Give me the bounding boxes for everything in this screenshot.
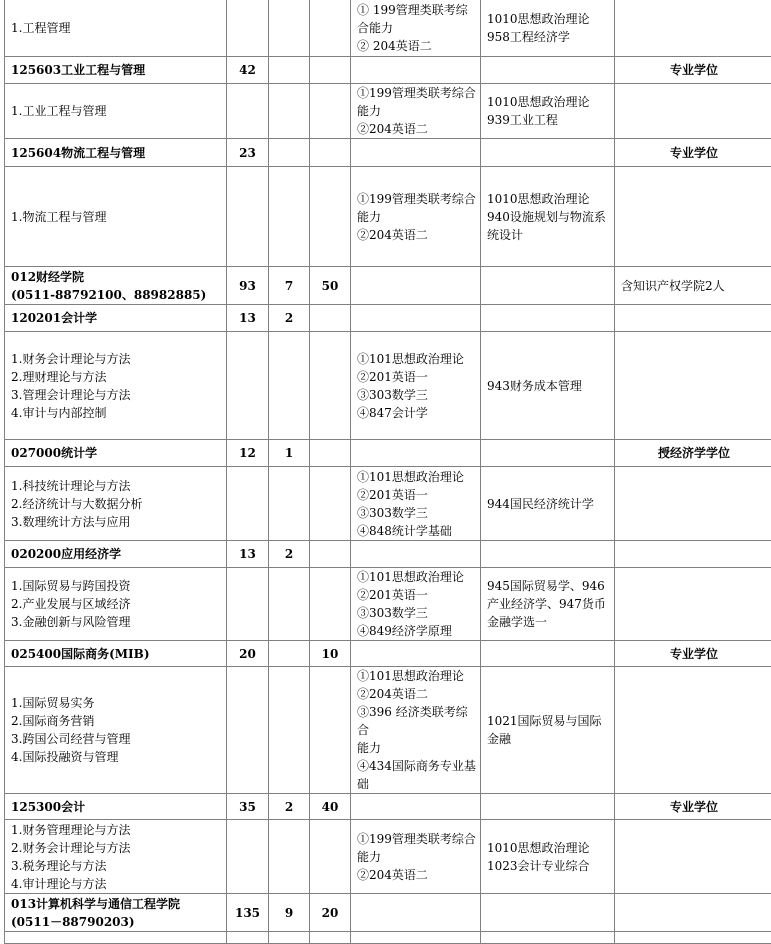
retest-subject-line: 1010思想政治理论 — [487, 93, 610, 111]
exam-subjects-cell — [351, 267, 481, 305]
exam-subject-line: ④847会计学 — [357, 404, 476, 422]
part-time-cell — [310, 57, 351, 84]
retest-subject-line: 金融学选一 — [487, 613, 610, 631]
exam-exempt-cell — [269, 0, 310, 57]
remarks-cell: 专业学位 — [615, 57, 771, 84]
major-row — [5, 139, 771, 167]
exam-subject-line: ③303数学三 — [357, 504, 476, 522]
retest-subject-line: 1021国际贸易与国际 — [487, 712, 610, 730]
major-title: 020200应用经济学 — [11, 545, 222, 563]
remarks-cell — [615, 820, 771, 894]
exam-exempt-cell — [269, 820, 310, 894]
remarks-cell: 专业学位 — [615, 641, 771, 667]
remarks-cell: 专业学位 — [615, 139, 771, 167]
exam-subject-line: ②204英语二 — [357, 866, 476, 884]
research-directions-cell — [5, 84, 227, 139]
major-title: 012财经学院 — [11, 268, 222, 286]
remarks-cell — [615, 894, 771, 932]
major-title: 125604物流工程与管理 — [11, 144, 222, 162]
part-time-cell — [310, 820, 351, 894]
enrollment-total-cell — [227, 820, 269, 894]
exam-subjects-cell — [351, 57, 481, 84]
part-time-cell — [310, 332, 351, 440]
research-directions-cell — [5, 820, 227, 894]
major-name-cell — [5, 794, 227, 820]
retest-subject-line: 1023会计专业综合 — [487, 857, 610, 875]
research-directions-cell — [5, 167, 227, 267]
major-row — [5, 641, 771, 667]
remarks-cell — [615, 332, 771, 440]
enrollment-total-cell — [227, 167, 269, 267]
part-time-cell — [310, 932, 351, 944]
direction-row — [5, 84, 771, 139]
part-time-cell — [310, 667, 351, 794]
research-direction-line: 2.经济统计与大数据分析 — [11, 495, 222, 513]
enrollment-total-cell: 135 — [227, 894, 269, 932]
exam-subject-line: ②201英语一 — [357, 368, 476, 386]
exam-subject-line: ④849经济学原理 — [357, 622, 476, 640]
retest-subjects-cell — [481, 568, 615, 641]
exam-exempt-cell — [269, 932, 310, 944]
exam-subject-line: 合能力 — [357, 19, 476, 37]
exam-subjects-cell — [351, 0, 481, 57]
exam-exempt-cell: 2 — [269, 305, 310, 332]
retest-subject-line: 1010思想政治理论 — [487, 839, 610, 857]
major-row — [5, 894, 771, 932]
exam-subject-line: ②204英语二 — [357, 226, 476, 244]
research-directions-cell — [5, 568, 227, 641]
exam-subject-line: ①101思想政治理论 — [357, 350, 476, 368]
retest-subject-line: 943财务成本管理 — [487, 377, 610, 395]
exam-subject-line: ①199管理类联考综合 — [357, 830, 476, 848]
major-row — [5, 57, 771, 84]
enrollment-total-cell — [227, 84, 269, 139]
exam-subjects-cell — [351, 84, 481, 139]
exam-subjects-cell — [351, 305, 481, 332]
exam-subject-line: ①199管理类联考综合 — [357, 84, 476, 102]
exam-subjects-cell — [351, 667, 481, 794]
exam-subject-line: ④434国际商务专业基 — [357, 757, 476, 775]
remarks-cell — [615, 568, 771, 641]
major-title: 125603工业工程与管理 — [11, 61, 222, 79]
enrollment-total-cell — [227, 667, 269, 794]
exam-subjects-cell — [351, 820, 481, 894]
major-title: 027000统计学 — [11, 444, 222, 462]
part-time-cell — [310, 440, 351, 467]
exam-subject-line: ③303数学三 — [357, 386, 476, 404]
retest-subject-line: 958工程经济学 — [487, 28, 610, 46]
exam-exempt-cell — [269, 332, 310, 440]
part-time-cell: 20 — [310, 894, 351, 932]
direction-row — [5, 932, 771, 944]
exam-subjects-cell — [351, 932, 481, 944]
retest-subject-line: 939工业工程 — [487, 111, 610, 129]
enrollment-total-cell — [227, 332, 269, 440]
major-name-cell — [5, 139, 227, 167]
exam-subjects-cell — [351, 332, 481, 440]
part-time-cell: 50 — [310, 267, 351, 305]
enrollment-total-cell: 13 — [227, 305, 269, 332]
retest-subjects-cell — [481, 139, 615, 167]
exam-exempt-cell — [269, 57, 310, 84]
part-time-cell: 40 — [310, 794, 351, 820]
exam-exempt-cell — [269, 84, 310, 139]
retest-subjects-cell — [481, 0, 615, 57]
retest-subject-line: 统设计 — [487, 226, 610, 244]
exam-exempt-cell: 7 — [269, 267, 310, 305]
major-row — [5, 440, 771, 467]
retest-subjects-cell — [481, 84, 615, 139]
exam-subject-line: ② 204英语二 — [357, 37, 476, 55]
remarks-cell — [615, 467, 771, 541]
enrollment-total-cell — [227, 932, 269, 944]
exam-exempt-cell — [269, 139, 310, 167]
major-name-cell — [5, 440, 227, 467]
direction-row — [5, 167, 771, 267]
part-time-cell: 10 — [310, 641, 351, 667]
exam-subject-line: ②201英语一 — [357, 586, 476, 604]
exam-subjects-cell — [351, 467, 481, 541]
remarks-cell — [615, 167, 771, 267]
enrollment-total-cell: 42 — [227, 57, 269, 84]
exam-subject-line: ① 199管理类联考综 — [357, 1, 476, 19]
part-time-cell — [310, 0, 351, 57]
exam-subject-line: ②201英语一 — [357, 486, 476, 504]
exam-subjects-cell — [351, 541, 481, 568]
exam-subject-line: 能力 — [357, 208, 476, 226]
retest-subjects-cell — [481, 794, 615, 820]
direction-row — [5, 0, 771, 57]
remarks-cell — [615, 0, 771, 57]
exam-subjects-cell — [351, 641, 481, 667]
enrollment-total-cell — [227, 0, 269, 57]
exam-subject-line: 能力 — [357, 848, 476, 866]
research-direction-line: 1.物流工程与管理 — [11, 208, 222, 226]
retest-subject-line: 1010思想政治理论 — [487, 10, 610, 28]
exam-subject-line: ③303数学三 — [357, 604, 476, 622]
retest-subject-line: 944国民经济统计学 — [487, 495, 610, 513]
exam-subjects-cell — [351, 139, 481, 167]
exam-exempt-cell — [269, 167, 310, 267]
research-directions-cell — [5, 0, 227, 57]
exam-subjects-cell — [351, 440, 481, 467]
retest-subjects-cell — [481, 332, 615, 440]
exam-subject-line: 础 — [357, 775, 476, 793]
enrollment-total-cell — [227, 467, 269, 541]
retest-subject-line: 金融 — [487, 730, 610, 748]
major-name-cell — [5, 267, 227, 305]
exam-subject-line: 能力 — [357, 102, 476, 120]
exam-exempt-cell: 2 — [269, 794, 310, 820]
research-directions-cell — [5, 667, 227, 794]
exam-subject-line: ④848统计学基础 — [357, 522, 476, 540]
major-title: 125300会计 — [11, 798, 222, 816]
direction-row — [5, 568, 771, 641]
admission-catalog-table — [4, 0, 771, 944]
major-name-cell — [5, 641, 227, 667]
research-direction-line: 1.科技统计理论与方法 — [11, 477, 222, 495]
research-direction-line: 1.工业工程与管理 — [11, 102, 222, 120]
remarks-cell: 专业学位 — [615, 794, 771, 820]
research-direction-line: 1.工程管理 — [11, 19, 222, 37]
exam-exempt-cell: 9 — [269, 894, 310, 932]
research-direction-line: 3.金融创新与风险管理 — [11, 613, 222, 631]
enrollment-total-cell: 12 — [227, 440, 269, 467]
remarks-cell: 含知识产权学院2人 — [615, 267, 771, 305]
part-time-cell — [310, 467, 351, 541]
retest-subjects-cell — [481, 820, 615, 894]
research-directions-cell — [5, 332, 227, 440]
exam-subject-line: ②204英语二 — [357, 120, 476, 138]
major-name-cell — [5, 894, 227, 932]
enrollment-total-cell: 13 — [227, 541, 269, 568]
part-time-cell — [310, 568, 351, 641]
retest-subjects-cell — [481, 267, 615, 305]
exam-exempt-cell — [269, 667, 310, 794]
research-direction-line: 4.国际投融资与管理 — [11, 748, 222, 766]
major-title: 025400国际商务(MIB) — [11, 645, 222, 663]
part-time-cell — [310, 541, 351, 568]
exam-subjects-cell — [351, 794, 481, 820]
research-direction-line: 3.税务理论与方法 — [11, 857, 222, 875]
retest-subject-line: 产业经济学、947货币 — [487, 595, 610, 613]
enrollment-total-cell: 93 — [227, 267, 269, 305]
retest-subjects-cell — [481, 541, 615, 568]
major-phone: (0511-88792100、88982885) — [11, 286, 222, 304]
retest-subjects-cell — [481, 641, 615, 667]
retest-subjects-cell — [481, 932, 615, 944]
research-direction-line: 2.产业发展与区域经济 — [11, 595, 222, 613]
major-name-cell — [5, 541, 227, 568]
research-direction-line: 3.管理会计理论与方法 — [11, 386, 222, 404]
exam-subjects-cell — [351, 568, 481, 641]
retest-subjects-cell — [481, 440, 615, 467]
research-direction-line: 1.国际贸易实务 — [11, 694, 222, 712]
exam-exempt-cell — [269, 467, 310, 541]
major-title: 013计算机科学与通信工程学院 — [11, 895, 222, 913]
research-direction-line: 2.理财理论与方法 — [11, 368, 222, 386]
exam-exempt-cell — [269, 568, 310, 641]
exam-subject-line: ①101思想政治理论 — [357, 468, 476, 486]
exam-exempt-cell: 2 — [269, 541, 310, 568]
retest-subjects-cell — [481, 167, 615, 267]
exam-subject-line: ②204英语二 — [357, 685, 476, 703]
research-direction-line: 3.数理统计方法与应用 — [11, 513, 222, 531]
exam-exempt-cell — [269, 641, 310, 667]
retest-subjects-cell — [481, 57, 615, 84]
remarks-cell — [615, 541, 771, 568]
enrollment-total-cell: 20 — [227, 641, 269, 667]
research-direction-line: 4.审计理论与方法 — [11, 875, 222, 893]
part-time-cell — [310, 167, 351, 267]
remarks-cell — [615, 667, 771, 794]
part-time-cell — [310, 305, 351, 332]
research-directions-cell — [5, 932, 227, 944]
major-title: 120201会计学 — [11, 309, 222, 327]
retest-subject-line: 1010思想政治理论 — [487, 190, 610, 208]
research-direction-line: 1.国际贸易与跨国投资 — [11, 577, 222, 595]
retest-subjects-cell — [481, 305, 615, 332]
remarks-cell — [615, 932, 771, 944]
research-direction-line: 1.财务管理理论与方法 — [11, 821, 222, 839]
exam-subject-line: ①101思想政治理论 — [357, 667, 476, 685]
direction-row — [5, 332, 771, 440]
major-row — [5, 267, 771, 305]
enrollment-total-cell: 35 — [227, 794, 269, 820]
exam-subjects-cell — [351, 894, 481, 932]
research-direction-line: 2.国际商务营销 — [11, 712, 222, 730]
exam-subject-line: 能力 — [357, 739, 476, 757]
major-name-cell — [5, 57, 227, 84]
part-time-cell — [310, 139, 351, 167]
part-time-cell — [310, 84, 351, 139]
direction-row — [5, 667, 771, 794]
remarks-cell — [615, 84, 771, 139]
exam-subject-line: ③396 经济类联考综合 — [357, 703, 476, 739]
research-directions-cell — [5, 467, 227, 541]
major-name-cell — [5, 305, 227, 332]
major-phone: (0511－88790203) — [11, 913, 222, 931]
remarks-cell: 授经济学学位 — [615, 440, 771, 467]
exam-exempt-cell: 1 — [269, 440, 310, 467]
major-row — [5, 305, 771, 332]
retest-subjects-cell — [481, 667, 615, 794]
direction-row — [5, 467, 771, 541]
direction-row — [5, 820, 771, 894]
major-row — [5, 541, 771, 568]
enrollment-total-cell — [227, 568, 269, 641]
retest-subject-line: 940设施规划与物流系 — [487, 208, 610, 226]
exam-subjects-cell — [351, 167, 481, 267]
research-direction-line: 1.财务会计理论与方法 — [11, 350, 222, 368]
enrollment-total-cell: 23 — [227, 139, 269, 167]
retest-subjects-cell — [481, 467, 615, 541]
major-row — [5, 794, 771, 820]
research-direction-line: 3.跨国公司经营与管理 — [11, 730, 222, 748]
research-direction-line: 4.审计与内部控制 — [11, 404, 222, 422]
retest-subject-line: 945国际贸易学、946 — [487, 577, 610, 595]
retest-subjects-cell — [481, 894, 615, 932]
remarks-cell — [615, 305, 771, 332]
exam-subject-line: ①199管理类联考综合 — [357, 190, 476, 208]
exam-subject-line: ①101思想政治理论 — [357, 568, 476, 586]
research-direction-line: 2.财务会计理论与方法 — [11, 839, 222, 857]
